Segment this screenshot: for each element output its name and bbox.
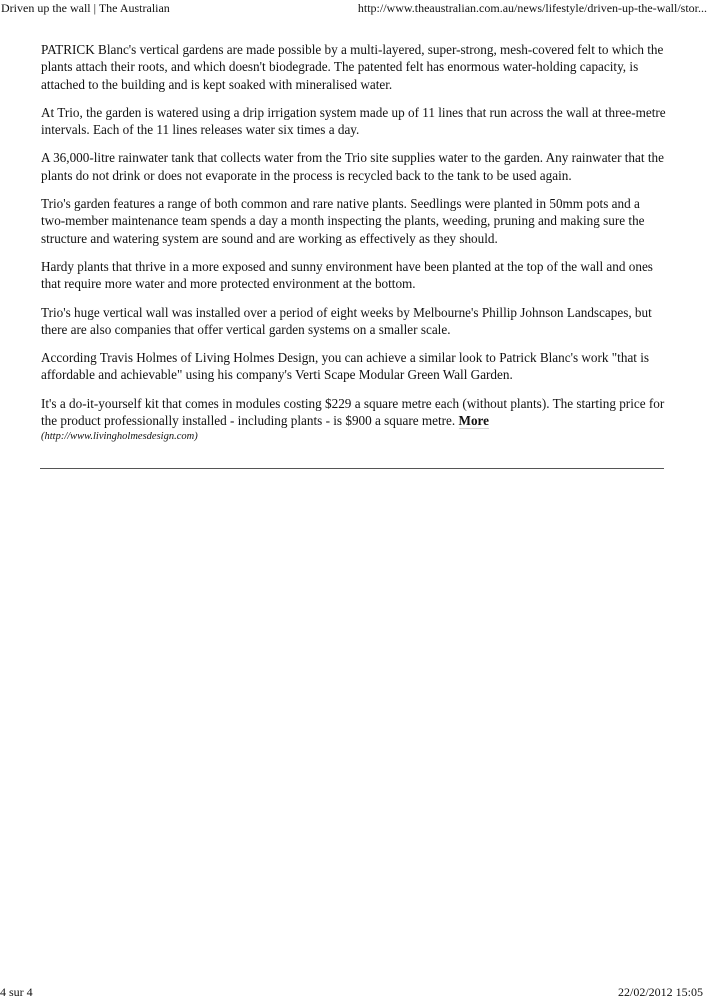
more-link[interactable]: More	[458, 413, 490, 429]
article-paragraph: PATRICK Blanc's vertical gardens are made possible by a multi-layered, super-strong, mesh-covered felt to which the plants attach their roots, and which doesn't biodegrade. The patented felt has enormous water-holding capacity, is attached to the building and is kept soaked with mineralised water.	[41, 42, 664, 92]
divider	[40, 468, 664, 469]
article-paragraph: A 36,000-litre rainwater tank that collects water from the Trio site supplies water to the garden. Any rainwater that the plants do not drink or does not evaporate in the process is recycled back to the tank to be used again.	[41, 150, 664, 183]
print-datetime: 22/02/2012 15:05	[617, 985, 703, 999]
article-paragraph: Hardy plants that thrive in a more exposed and sunny environment have been planted at the top of the wall and ones that require more water and more protected environment at the bottom.	[41, 258, 653, 292]
article-paragraph: At Trio, the garden is watered using a drip irrigation system made up of 11 lines that run across the wall at three-metre intervals. Each of the 11 lines releases water six times a day.	[41, 104, 666, 138]
article-paragraph-last	[41, 395, 666, 446]
article-body	[41, 41, 666, 456]
page-title: Driven up the wall | The Australian	[1, 1, 170, 15]
print-footer	[0, 985, 707, 1000]
page-number: 4 sur 4	[0, 985, 33, 999]
article-paragraph: Trio's huge vertical wall was installed over a period of eight weeks by Melbourne's Phillip Johnson Landscapes, but there are also companies that offer vertical garden systems on a smaller scale.	[41, 304, 652, 337]
last-paragraph-text: It's a do-it-yourself kit that comes in modules costing $229 a square metre each (without plants). The starting price for the product professionally installed - including plants - is $900 a square metre.	[41, 395, 665, 429]
source-url: (http://www.livingholmesdesign.com)	[41, 431, 198, 443]
page-url: http://www.theaustralian.com.au/news/lifestyle/driven-up-the-wall/stor...	[357, 1, 707, 15]
print-header	[0, 0, 707, 16]
article-paragraph: According Travis Holmes of Living Holmes Design, you can achieve a similar look to Patrick Blanc's work "that is affordable and achievable" using his company's Verti Scape Modular Green Wall Garden.	[41, 350, 650, 383]
article-paragraph: Trio's garden features a range of both common and rare native plants. Seedlings were planted in 50mm pots and a two-member maintenance team spends a day a month inspecting the plants, weeding, pruning and making sure the structure and watering system are sound and are working as effectively as they should.	[41, 196, 645, 246]
